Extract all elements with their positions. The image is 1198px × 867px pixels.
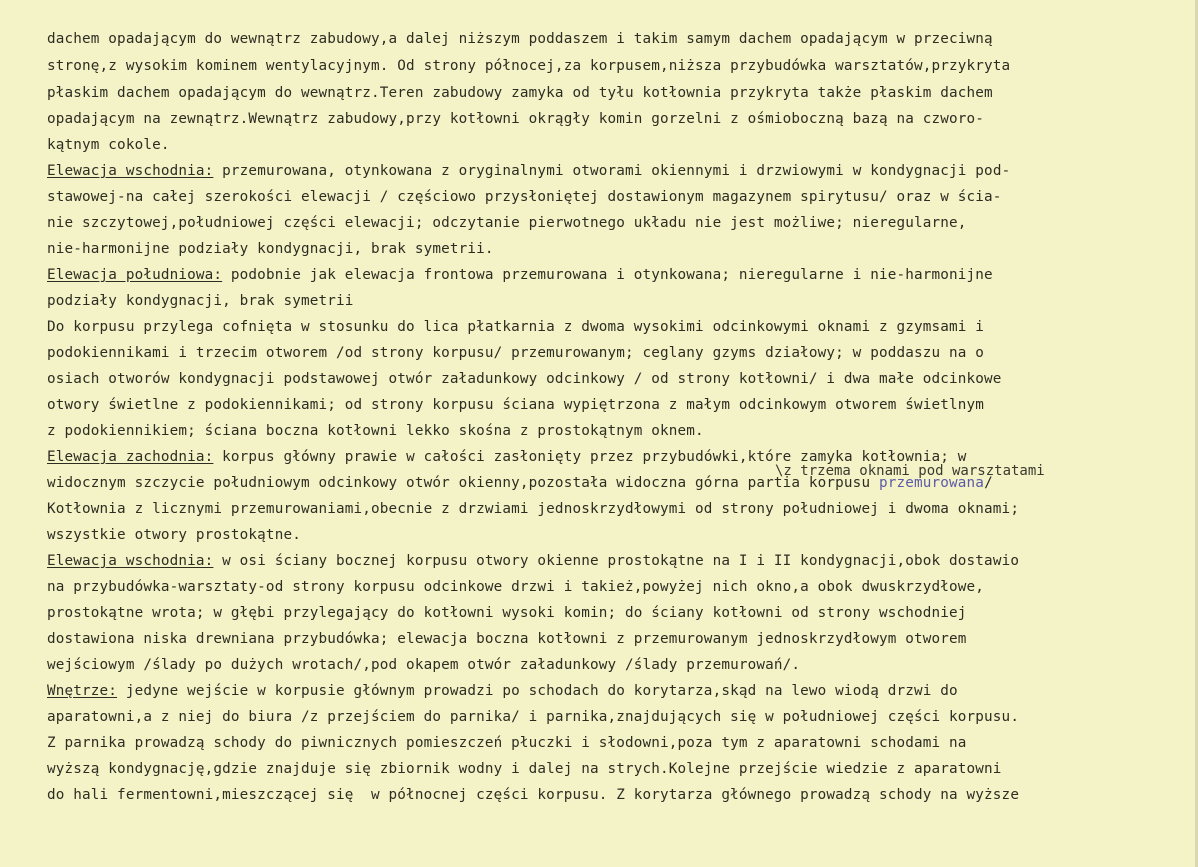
text-run: / [984, 475, 993, 491]
text-line: aparatowni,a z niej do biura /z przejściem do parnika/ i parnika,znajdujących się w południowej części korpusu. [47, 709, 1020, 725]
section-heading: Elewacja wschodnia: [47, 163, 214, 179]
paragraph-first-line [47, 162, 1010, 180]
text-run: przemurowana, otynkowana z oryginalnymi otworami okiennymi i drzwiowymi w kondygnacji pod- [213, 163, 1011, 179]
text-line: dostawiona niska drewniana przybudówka; elewacja boczna kotłowni z przemurowanym jednoskrzydłowym otworem [47, 631, 967, 647]
text-line: na przybudówka-warsztaty-od strony korpusu odcinkowe drzwi i takież,powyżej nich okno,a obok dwuskrzydłowe, [47, 579, 985, 595]
section-heading: Elewacja wschodnia: [47, 553, 214, 569]
text-line: stronę,z wysokim kominem wentylacyjnym. Od strony północej,za korpusem,niższa przybudówka warsztatów,przykryta [47, 58, 1011, 74]
text-line: wejściowym /ślady po dużych wrotach/,pod okapem otwór załadunkowy /ślady przemurowań/. [47, 657, 801, 673]
text-run: podobnie jak elewacja frontowa przemurowana i otynkowana; nieregularne i nie-harmonijne [222, 267, 993, 283]
text-line: otwory świetlne z podokiennikami; od strony korpusu ściana wypiętrzona z małym odcinkowym otworem świetlnym [47, 397, 985, 413]
text-line: prostokątne wrota; w głębi przylegający do kotłowni wysoki komin; do ściany kotłowni od strony wschodniej [47, 605, 967, 621]
text-run: korpus główny prawie w całości zasłonięty przez przybudówki,które zamyka kotłownia; w [213, 449, 967, 465]
text-line: opadającym na zewnątrz.Wewnątrz zabudowy,przy kotłowni okrągły komin gorzelni z ośmioboczną bazą na czworo- [47, 111, 985, 127]
handwritten-insert-note: \z trzema oknami pod warsztatami [775, 463, 1045, 479]
text-line: osiach otworów kondygnacji podstawowej otwór załadunkowy odcinkowy / od strony kotłowni/ i dwa małe odcinkowe [47, 371, 1002, 387]
text-line: Z parnika prowadzą schody do piwnicznych pomieszczeń płuczki i słodowni,poza tym z aparatowni schodami na [47, 735, 967, 751]
text-line: wyższą kondygnację,gdzie znajduje się zbiornik wodny i dalej na strych.Kolejne przejście wiedzie z aparatowni [47, 761, 1002, 777]
paragraph-first-line [47, 552, 1019, 570]
text-line: nie szczytowej,południowej części elewacji; odczytanie pierwotnego układu nie jest możliwe; nieregularne, [47, 215, 967, 231]
text-line: wszystkie otwory prostokątne. [47, 527, 301, 543]
text-line: do hali fermentowni,mieszczącej się w północnej części korpusu. Z korytarza głównego prowadzą schody na wyższe [47, 787, 1020, 803]
text-line: podziały kondygnacji, brak symetrii [47, 293, 354, 309]
text-line: stawowej-na całej szerokości elewacji / częściowo przysłoniętej dostawionym magazynem spirytusu/ oraz w ścia- [47, 189, 1002, 205]
text-line: z podokiennikiem; ściana boczna kotłowni lekko skośna z prostokątnym oknem. [47, 423, 704, 439]
corrected-word: przemurowana [878, 475, 985, 491]
paragraph-first-line [47, 266, 993, 284]
text-line: kątnym cokole. [47, 137, 170, 153]
text-line: Do korpusu przylega cofnięta w stosunku do lica płatkarnia z dwoma wysokimi odcinkowymi oknami z gzymsami i [47, 319, 985, 335]
text-line: podokiennikami i trzecim otworem /od strony korpusu/ przemurowanym; ceglany gzyms działowy; w poddaszu na o [47, 345, 985, 361]
text-run: jedyne wejście w korpusie głównym prowadzi po schodach do korytarza,skąd na lewo wiodą drzwi do [117, 683, 958, 699]
section-heading: Elewacja południowa: [47, 267, 223, 283]
text-line: płaskim dachem opadającym do wewnątrz.Teren zabudowy zamyka od tyłu kotłownia przykryta także płaskim dachem [47, 85, 993, 101]
section-heading: Wnętrze: [47, 683, 118, 699]
text-line: dachem opadającym do wewnątrz zabudowy,a dalej niższym poddaszem i takim samym dachem opadającym w przeciwną [47, 31, 993, 47]
text-line: nie-harmonijne podziały kondygnacji, brak symetrii. [47, 241, 494, 257]
paragraph-first-line [47, 682, 958, 700]
text-line [47, 474, 993, 492]
text-line: Kotłownia z licznymi przemurowaniami,obecnie z drzwiami jednoskrzydłowymi od strony południowej i dwoma oknami; [47, 501, 1020, 517]
text-run: widocznym szczycie południowym odcinkowy otwór okienny,pozostała widoczna górna partia korpusu [47, 475, 879, 491]
text-run: w osi ściany bocznej korpusu otwory okienne prostokątne na I i II kondygnacji,obok dostawio [213, 553, 1020, 569]
section-heading: Elewacja zachodnia: [47, 449, 214, 465]
